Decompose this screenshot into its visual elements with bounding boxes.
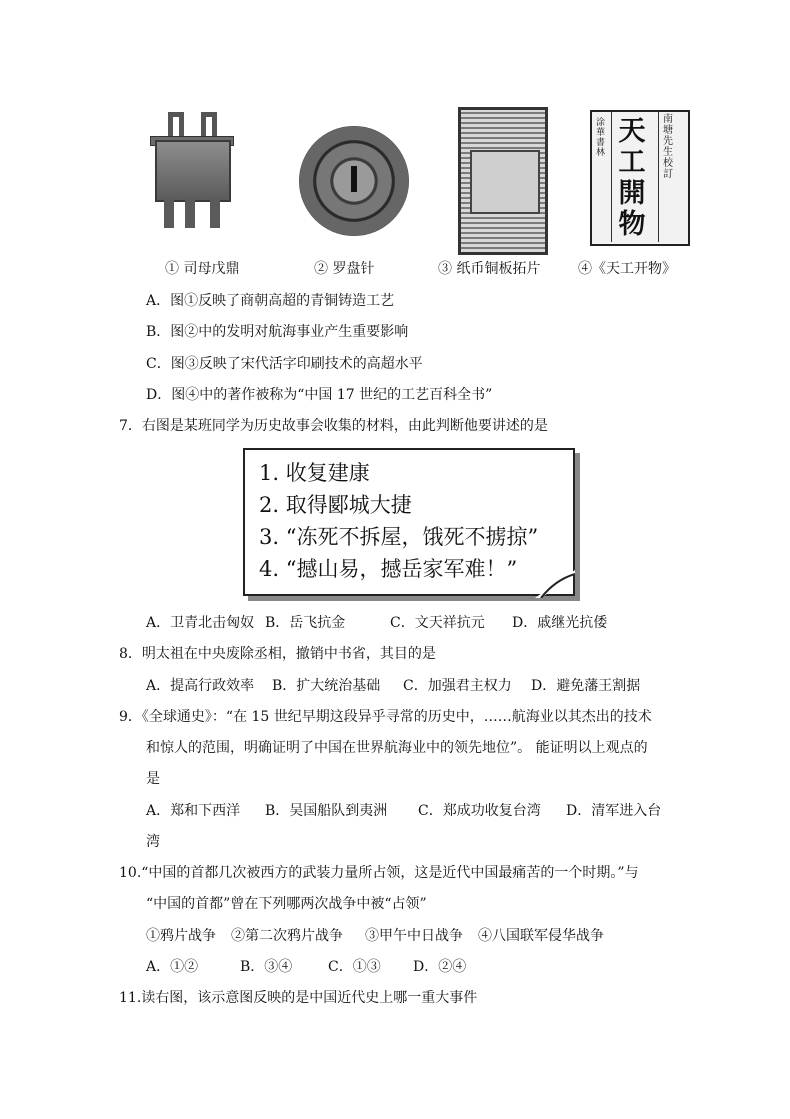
book-divider [658, 112, 659, 242]
q10-option-a: A．①② [146, 959, 199, 975]
material-item: 4. “撼山易，撼岳家军难！” [259, 557, 518, 581]
q10-option-c: C．①③ [328, 959, 381, 975]
ding-leg [210, 198, 220, 228]
q6-option-d: D．图④中的著作被称为“中国 17 世纪的工艺百科全书” [146, 387, 493, 403]
q9-option-d-wrap: 湾 [146, 834, 160, 850]
ding-leg [164, 198, 174, 228]
ding-body [155, 140, 231, 202]
q8-option-d: D．避免藩王割据 [531, 678, 641, 694]
q9-option-b: B．吴国船队到夷洲 [265, 803, 388, 819]
q6-option-c: C．图③反映了宋代活字印刷技术的高超水平 [146, 356, 423, 372]
q9-stem-line-3: 是 [146, 771, 160, 787]
q11-stem: 11.读右图，该示意图反映的是中国近代史上哪一重大事件 [119, 990, 478, 1006]
q7-option-c: C．文天祥抗元 [390, 615, 485, 631]
caption-2: ② 罗盘针 [314, 261, 375, 277]
material-item: 1. 收复建康 [259, 461, 370, 485]
q7-option-d: D．戚继光抗倭 [512, 615, 608, 631]
q9-stem-line-1: 9．《全球通史》：“在 15 世纪早期这段异乎寻常的历史中，……航海业以其杰出的技术 [119, 709, 652, 725]
banknote-inner-panel [470, 150, 540, 214]
q10-option-d: D．②④ [413, 959, 467, 975]
q10-stem-line-2: “中国的首都”曾在下列哪两次战争中被“占领” [146, 896, 427, 912]
material-item: 3. “冻死不拆屋，饿死不掳掠” [259, 525, 539, 549]
q9-option-c: C．郑成功收复台湾 [418, 803, 541, 819]
q6-option-a: A．图①反映了商朝高超的青铜铸造工艺 [146, 293, 395, 309]
caption-3: ③ 纸币铜板拓片 [438, 261, 541, 277]
q9-stem-line-2: 和惊人的范围，明确证明了中国在世界航海业中的领先地位”。 能证明以上观点的 [146, 740, 648, 756]
book-right-inscription: 南塘先生校訂 [663, 114, 673, 180]
ding-leg [185, 198, 195, 228]
caption-1: ① 司母戊鼎 [165, 261, 240, 277]
q10-stem-line-1: 10.“中国的首都几次被西方的武装力量所占领，这是近代中国最痛苦的一个时期。”与 [119, 865, 639, 881]
q8-stem: 8．明太祖在中央废除丞相，撤销中书省，其目的是 [119, 646, 436, 662]
q8-option-a: A．提高行政效率 [146, 678, 255, 694]
q10-item-3: ③甲午中日战争 [365, 928, 463, 944]
page-fold-icon [535, 570, 575, 598]
q8-option-c: C．加强君主权力 [403, 678, 512, 694]
q7-option-a: A．卫青北击匈奴 [146, 615, 255, 631]
q9-option-a: A．郑和下西洋 [146, 803, 241, 819]
caption-4: ④《天工开物》 [578, 261, 676, 277]
q7-material-box [243, 448, 575, 596]
q6-option-b: B．图②中的发明对航海事业产生重要影响 [146, 324, 409, 340]
book-left-inscription: 涂華書林 [596, 118, 606, 158]
q8-option-b: B．扩大统治基础 [272, 678, 381, 694]
q10-item-2: ②第二次鸦片战争 [231, 928, 343, 944]
q9-option-d: D．清军进入台 [566, 803, 662, 819]
q7-option-b: B．岳飞抗金 [265, 615, 346, 631]
book-title: 天工開物 [618, 116, 646, 240]
q10-item-1: ①鸦片战争 [146, 928, 216, 944]
q10-option-b: B．③④ [240, 959, 293, 975]
q7-stem: 7．右图是某班同学为历史故事会收集的材料，由此判断他要讲述的是 [119, 418, 548, 434]
compass-needle [351, 166, 357, 192]
q10-item-4: ④八国联军侵华战争 [478, 928, 604, 944]
material-item: 2. 取得郾城大捷 [259, 493, 412, 517]
